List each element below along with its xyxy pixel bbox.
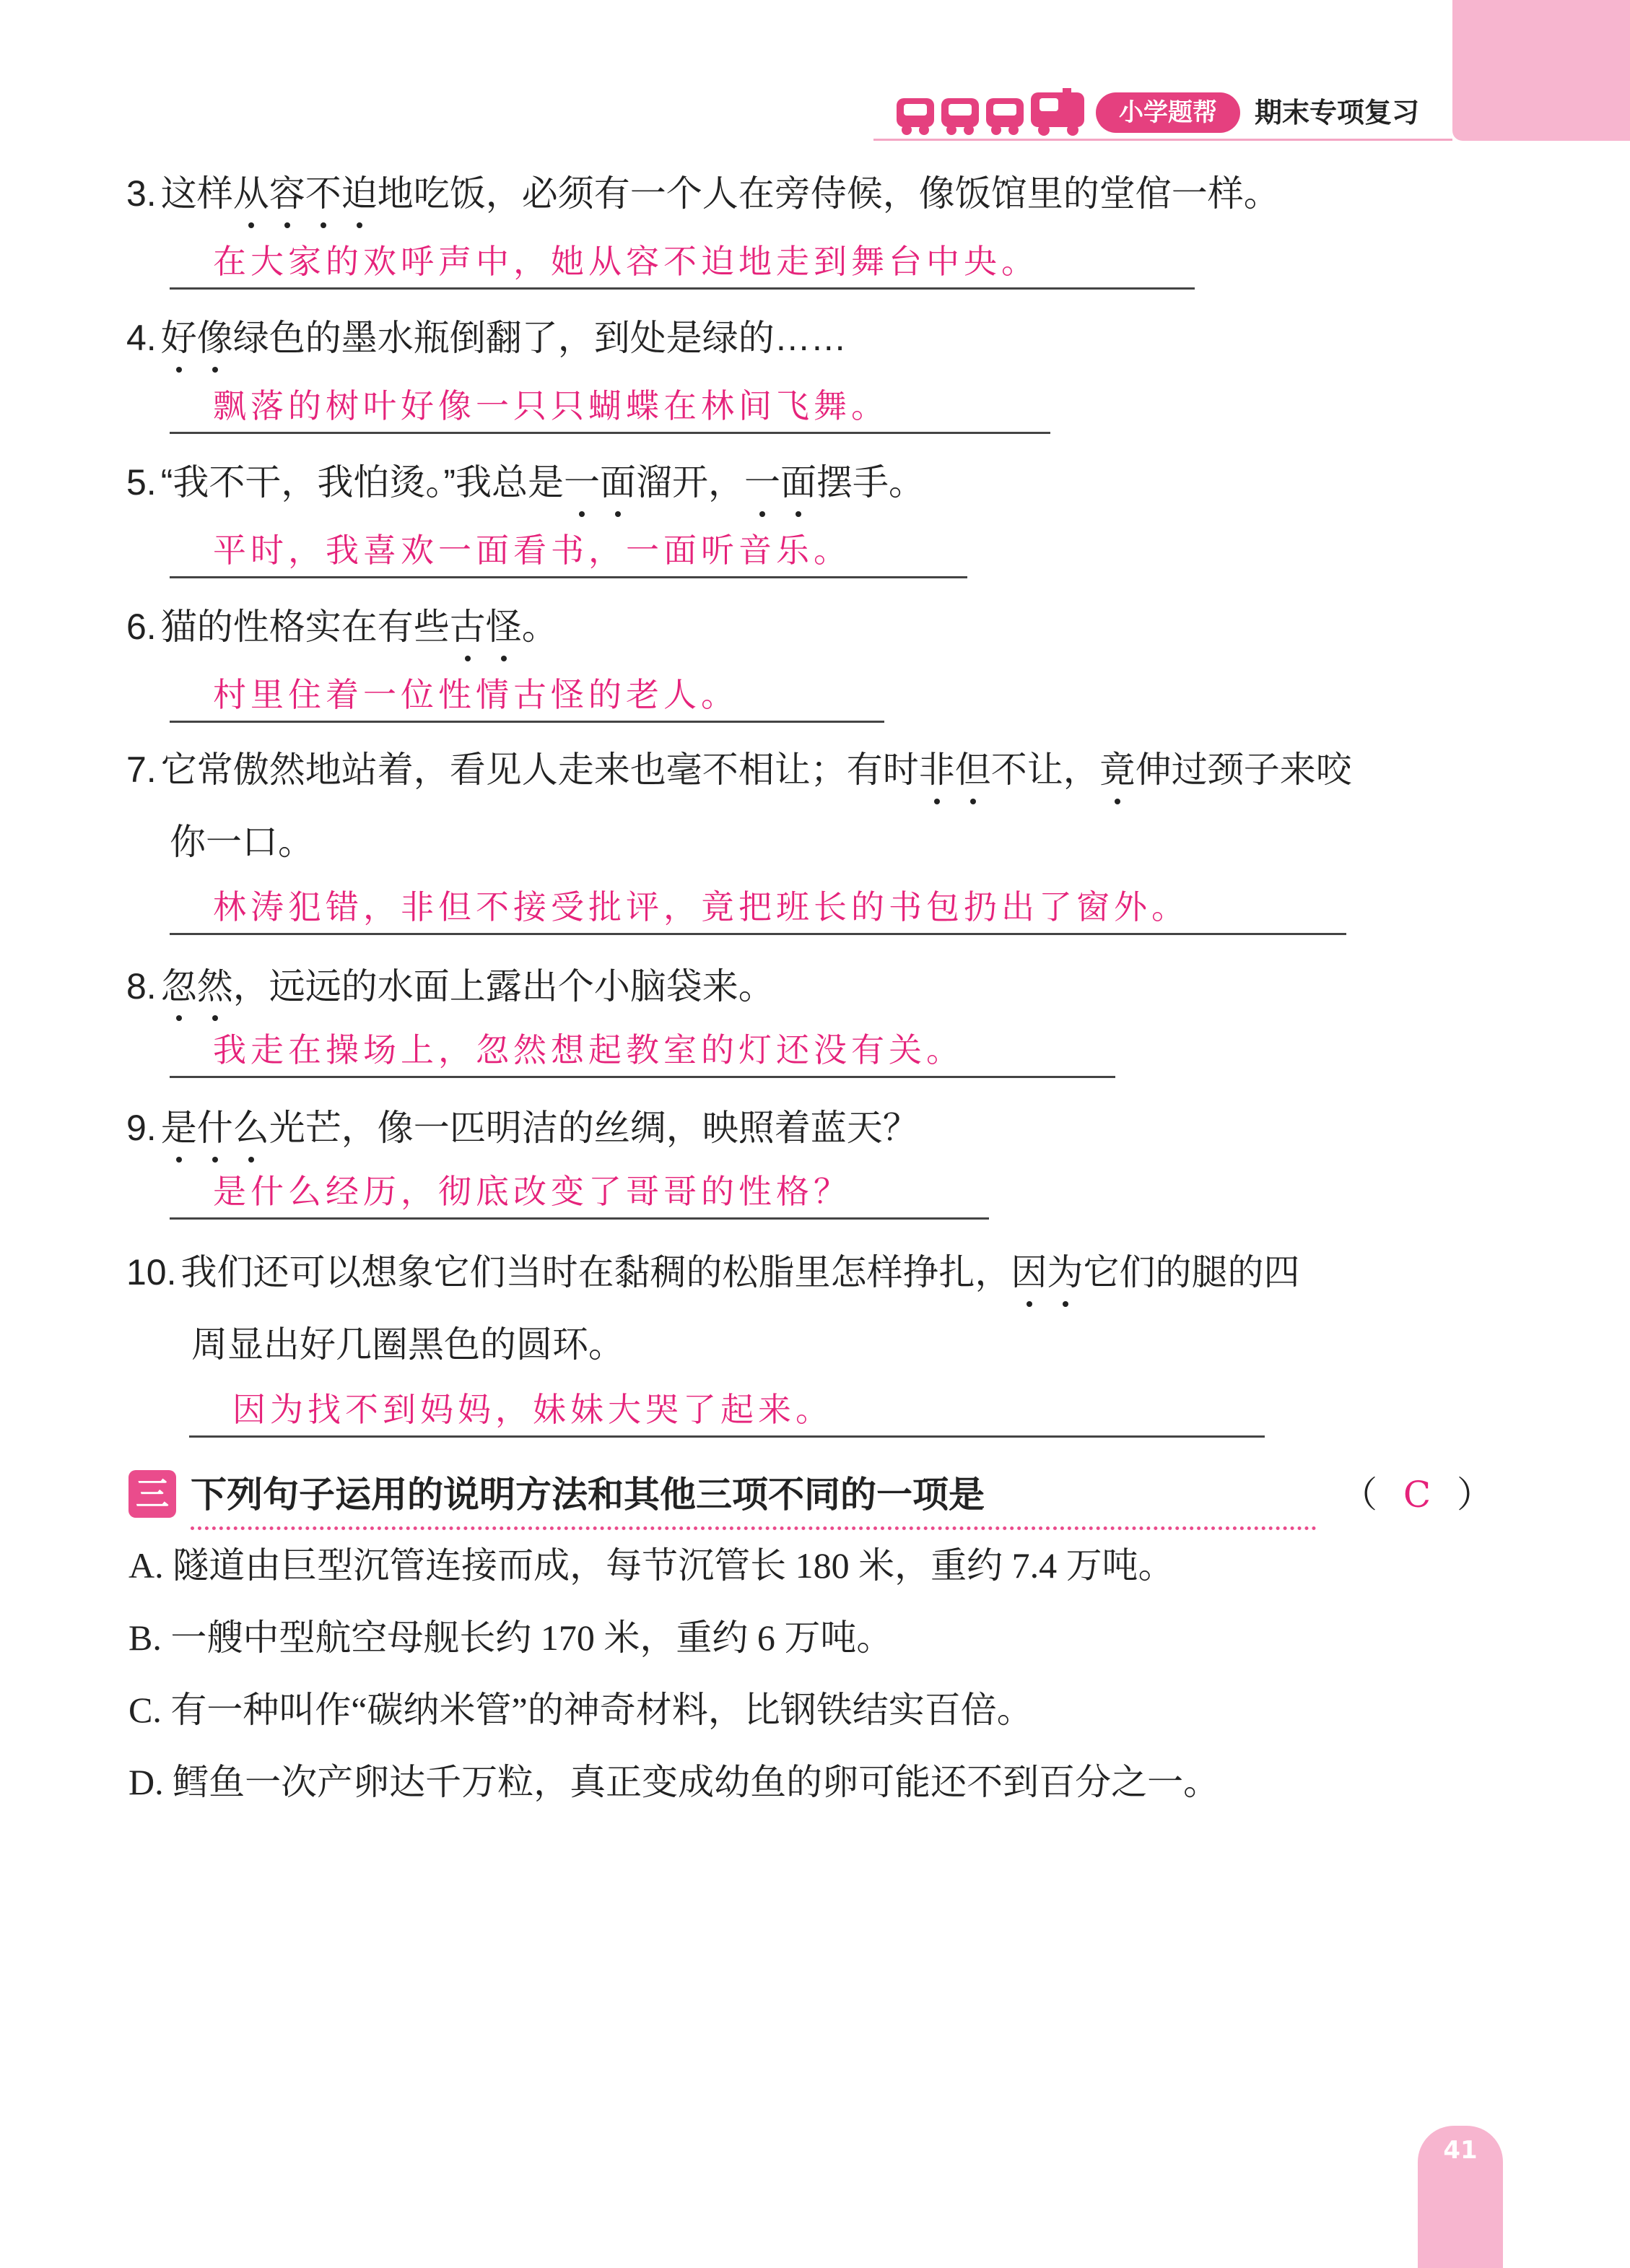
question-continuation: [170, 806, 1552, 878]
sentence-text: ，远远的水面上露出个小脑袋来。: [232, 966, 775, 1007]
train-icon: [895, 88, 1090, 139]
dotted-keyword: 古怪: [450, 607, 522, 647]
dotted-keyword: 忽然: [161, 966, 233, 1007]
question-6: [126, 591, 1509, 663]
option-b: B. 一艘中型航空母舰长约 170 米，重约 6 万吨。: [128, 1617, 893, 1658]
sentence-text: 这样: [160, 173, 233, 214]
series-title: 期末专项复习: [1255, 97, 1420, 129]
page-number: 41: [1443, 2136, 1478, 2165]
answer-line: 平时，我喜欢一面看书，一面听音乐。: [170, 524, 967, 578]
question-4: [126, 302, 1509, 374]
answer-line: 村里住着一位性情古怪的老人。: [170, 669, 884, 723]
answer-line: 林涛犯错，非但不接受批评，竟把班长的书包扔出了窗外。: [170, 881, 1346, 935]
question-number: 6.: [126, 607, 157, 647]
page-number-tab: [1418, 2126, 1503, 2268]
answer-line: 是什么经历，彻底改变了哥哥的性格？: [170, 1165, 989, 1220]
question-number: 3.: [126, 173, 157, 214]
question-number: 8.: [126, 966, 157, 1007]
question-5: [126, 446, 1509, 518]
question-10: [126, 1236, 1509, 1308]
brand-badge: 小学题帮: [1096, 92, 1240, 133]
answer-line: 飘落的树叶好像一只只蝴蝶在林间飞舞。: [170, 380, 1050, 434]
sentence-text: 猫的性格实在有些: [160, 607, 450, 647]
question-9: [126, 1092, 1509, 1164]
question-number: 7.: [126, 750, 157, 790]
answer-line: 我走在操场上，忽然想起教室的灯还没有关。: [170, 1024, 1115, 1078]
dotted-keyword: 一面: [564, 462, 636, 503]
answer-choice: C: [1403, 1474, 1431, 1516]
dotted-keyword: 一面: [744, 462, 816, 503]
question-number: 5.: [126, 462, 157, 503]
answer-line: 因为找不到妈妈，妹妹大哭了起来。: [189, 1383, 1265, 1438]
sentence-text: 摆手。: [816, 462, 925, 503]
dotted-keyword: 从容不迫: [233, 173, 378, 214]
sentence-text: 光芒，像一匹明洁的丝绸，映照着蓝天？: [269, 1108, 919, 1148]
question-number: 4.: [126, 318, 157, 358]
option-d: D. 鳕鱼一次产卵达千万粒，真正变成幼鱼的卵可能还不到百分之一。: [128, 1762, 1220, 1802]
sentence-text: “我不干，我怕烫。”我总是: [160, 462, 565, 503]
sentence-text: 伸过颈子来咬: [1135, 750, 1352, 790]
option-a: A. 隧道由巨型沉管连接而成，每节沉管长 180 米，重约 7.4 万吨。: [128, 1545, 1174, 1586]
paren-close: ）: [1457, 1474, 1493, 1516]
sentence-text: 。: [521, 607, 558, 647]
question-7: [126, 734, 1509, 806]
corner-tab: [1452, 0, 1630, 141]
header-divider: [873, 139, 1452, 141]
title-dotted-underline: [191, 1526, 1317, 1530]
page-header: [873, 88, 1451, 139]
question-number: 9.: [126, 1108, 157, 1148]
sentence-text: 它们的腿的四: [1083, 1252, 1300, 1292]
answer-line: 在大家的欢呼声中，她从容不迫地走到舞台中央。: [170, 235, 1195, 290]
sentence-text: 你一口。: [170, 822, 314, 862]
sentence-text: 它常傲然地站着，看见人走来也毫不相让；有时: [160, 750, 919, 790]
dotted-keyword: 非但: [919, 750, 991, 790]
sentence-text: 我们还可以想象它们当时在黏稠的松脂里怎样挣扎，: [180, 1252, 1011, 1292]
section-number-badge: 三: [128, 1470, 176, 1518]
section-title: 下列句子运用的说明方法和其他三项不同的一项是: [191, 1474, 985, 1516]
dotted-keyword: 竟: [1099, 750, 1136, 790]
answer-parentheses: [1341, 1466, 1493, 1524]
dotted-keyword: 是什么: [161, 1108, 269, 1148]
sentence-text: 周显出好几圈黑色的圆环。: [191, 1324, 624, 1365]
sentence-text: 地吃饭，必须有一个人在旁侍候，像饭馆里的堂倌一样。: [377, 173, 1280, 214]
section-3: [128, 1466, 1507, 1531]
question-continuation: [191, 1308, 1574, 1381]
dotted-keyword: 因为: [1011, 1252, 1084, 1292]
question-3: [126, 157, 1509, 230]
paren-open: （: [1341, 1474, 1377, 1516]
sentence-text: 绿色的墨水瓶倒翻了，到处是绿的……: [232, 318, 847, 358]
question-8: [126, 950, 1509, 1022]
option-c: C. 有一种叫作“碳纳米管”的神奇材料，比钢铁结实百倍。: [128, 1690, 1033, 1730]
question-number: 10.: [126, 1252, 177, 1292]
dotted-keyword: 好像: [161, 318, 233, 358]
sentence-text: 溜开，: [636, 462, 745, 503]
sentence-text: 不让，: [990, 750, 1099, 790]
